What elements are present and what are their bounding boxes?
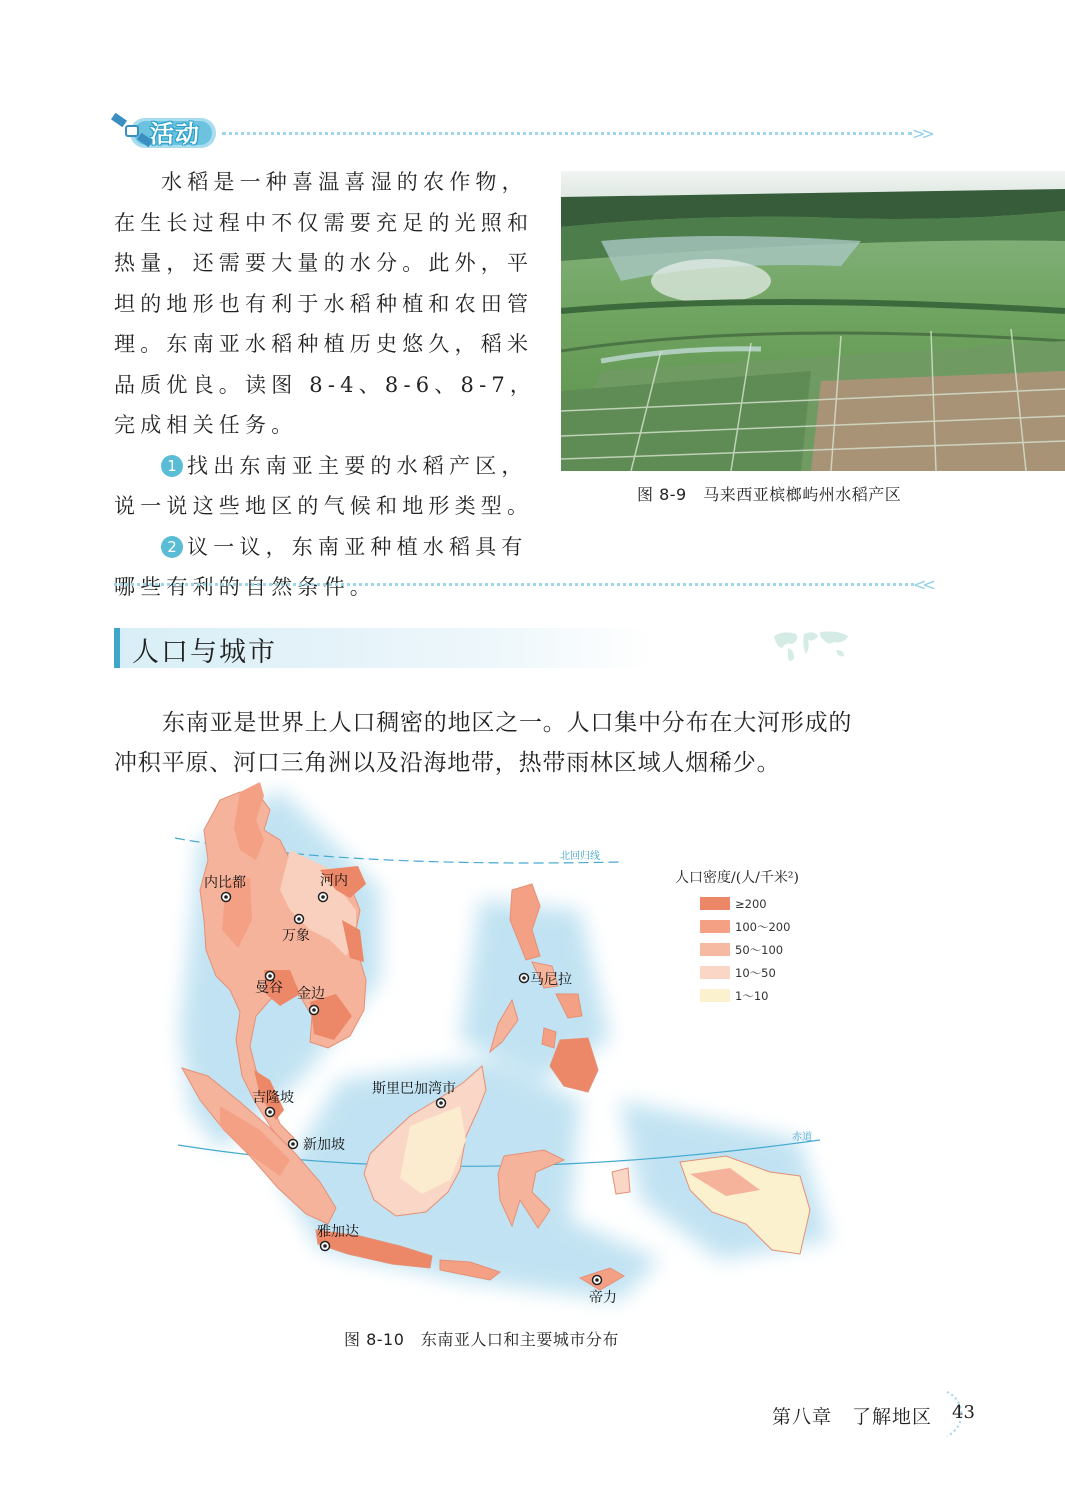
chevron-left-icon: << — [913, 575, 932, 594]
legend-swatch-4 — [700, 966, 730, 979]
legend-title: 人口密度/(人/千米²) — [675, 870, 799, 886]
southeast-asia-population-map — [160, 780, 880, 1320]
legend-swatch-1 — [700, 897, 730, 910]
photo-caption: 图 8-9 马来西亚槟榔屿州水稻产区 — [637, 485, 902, 504]
tropic-of-cancer-label: 北回归线 — [560, 851, 600, 862]
task-1-text: 找出东南亚主要的水稻产区，说一说这些地区的气候和地形类型。 — [114, 453, 534, 518]
activity-intro: 水稻是一种喜温喜湿的农作物，在生长过程中不仅需要充足的光照和热量，还需要大量的水分。此外，平坦的地形也有利于水稻种植和农田管理。东南亚水稻种植历史悠久，稻米品质优良。读图 8-4、8-6、8-7，完成相关任务。 — [114, 170, 537, 437]
city-label-phnom-penh: 金边 — [297, 986, 325, 1002]
city-label-naypyidaw: 内比都 — [204, 875, 246, 891]
chapter-footer: 第八章 了解地区 — [771, 1406, 932, 1428]
legend-swatch-2 — [700, 920, 730, 933]
chevron-right-icon: >> — [912, 124, 931, 143]
section-title: 人口与城市 — [132, 637, 277, 668]
task-number-1: 1 — [161, 455, 183, 477]
activity-text — [114, 162, 542, 608]
city-label-bandar-seri-begawan: 斯里巴加湾市 — [372, 1081, 456, 1097]
city-label-vientiane: 万象 — [282, 928, 310, 944]
city-label-manila: 马尼拉 — [530, 972, 572, 988]
section-text: 东南亚是世界上人口稠密的地区之一。人口集中分布在大河形成的冲积平原、河口三角洲以及沿海地带，热带雨林区域人烟稀少。 — [114, 710, 853, 776]
task-2 — [114, 527, 542, 608]
legend-label-4: 10～50 — [735, 966, 776, 980]
legend-swatch-5 — [700, 989, 730, 1002]
city-label-hanoi: 河内 — [320, 873, 348, 889]
city-label-kuala-lumpur: 吉隆坡 — [252, 1090, 294, 1106]
legend-label-3: 50～100 — [735, 943, 784, 957]
world-map-icon — [770, 628, 852, 666]
page-number: 43 — [952, 1402, 975, 1423]
legend-label-2: 100～200 — [735, 920, 791, 934]
city-label-bangkok: 曼谷 — [255, 980, 283, 996]
legend-label-5: 1～10 — [735, 989, 769, 1003]
city-label-jakarta: 雅加达 — [317, 1224, 359, 1240]
section-header-marker — [114, 628, 120, 668]
maluku — [612, 1168, 630, 1194]
equator-label: 赤道 — [792, 1132, 812, 1143]
legend-items — [700, 897, 790, 1003]
legend-label-1: ≥200 — [735, 897, 767, 911]
city-label-dili: 帝力 — [589, 1290, 617, 1306]
activity-title: 活动 — [150, 120, 200, 148]
city-singapore — [289, 1137, 346, 1153]
activity-top-divider — [222, 132, 912, 135]
task-1 — [114, 446, 542, 527]
legend-swatch-3 — [700, 943, 730, 956]
activity-bottom-divider — [114, 583, 914, 586]
map-caption: 图 8-10 东南亚人口和主要城市分布 — [344, 1330, 619, 1349]
rice-field-photo — [561, 171, 1065, 471]
task-number-2: 2 — [161, 536, 183, 558]
task-2-text: 议一议，东南亚种植水稻具有哪些有利的自然条件。 — [114, 534, 528, 599]
city-label-singapore: 新加坡 — [303, 1137, 345, 1153]
